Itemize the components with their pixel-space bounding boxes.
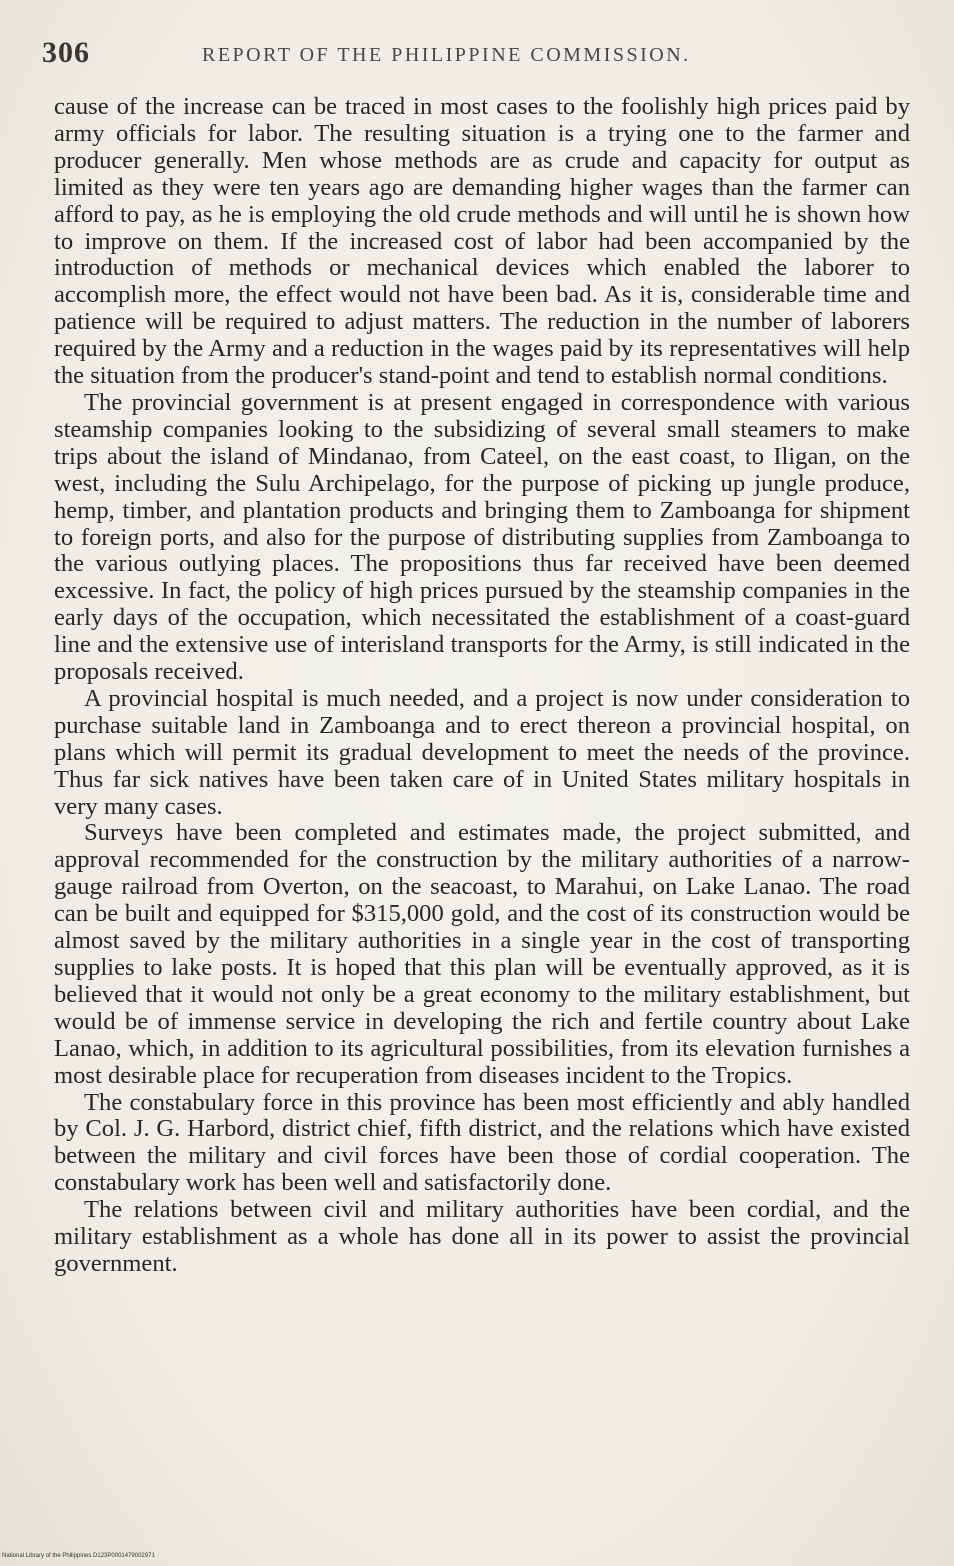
paragraph-civil-military-relations: The relations between civil and military authorities have been cordial, and the military establishment as a whole has done all in its power to assist the provincial government. xyxy=(54,1196,910,1277)
paragraph-provincial-hospital: A provincial hospital is much needed, and a project is now under consideration to purchase suitable land in Zamboanga and to erect thereon a provincial hospital, on plans which will permit its gradual development to meet the needs of the province. Thus far sick natives have been taken care of in United States military hospitals in very many cases. xyxy=(54,684,910,820)
running-head: REPORT OF THE PHILIPPINE COMMISSION. xyxy=(202,44,691,66)
paragraph-constabulary: The constabulary force in this province has been most efficiently and ably handled by Col. J. G. Harbord, district chief, fifth district, and the relations which have existed between the military and civil forces have been those of cordial cooperation. The constabulary work has been well and satisfactorily done. xyxy=(54,1088,910,1197)
paragraph-labor-costs: cause of the increase can be traced in most cases to the foolishly high prices paid by army officials for labor. The resulting situation is a trying one to the farmer and producer generally. Men whose methods are as crude and capacity for output as limited as they were ten years ago are demanding higher wages than the farmer can afford to pay, as he is employing the old crude methods and will until he is shown how to improve on them. If the increased cost of labor had been accompanied by the introduction of methods or mechanical devices which enabled the laborer to accomplish more, the effect would not have been bad. As it is, considerable time and patience will be required to adjust matters. The reduction in the number of laborers required by the Army and a reduction in the wages paid by its representatives will help the situation from the producer's stand-point and tend to establish normal conditions. xyxy=(54,93,910,390)
library-stamp: National Library of the Philippines D123P0001479002971 xyxy=(2,1553,155,1559)
body-text xyxy=(54,94,910,1278)
page-number: 306 xyxy=(42,36,90,69)
paragraph-railroad-survey: Surveys have been completed and estimates made, the project submitted, and approval recommended for the construction by the military authorities of a narrow-gauge railroad from Overton, on the seacoast, to Marahui, on Lake Lanao. The road can be built and equipped for $315,000 gold, and the cost of its construction would be almost saved by the military authorities in a single year in the cost of transporting supplies to lake posts. It is hoped that this plan will be eventually approved, as it is believed that it would not only be a great economy to the military establishment, but would be of immense service in developing the rich and fertile country about Lake Lanao, which, in addition to its agricultural possibilities, from its elevation furnishes a most desirable place for recuperation from diseases incident to the Tropics. xyxy=(54,819,910,1089)
page-header xyxy=(42,36,912,76)
paragraph-steamship-companies: The provincial government is at present engaged in correspondence with various steamship companies looking to the subsidizing of several small steamers to make trips about the island of Mindanao, from Cateel, on the east coast, to Iligan, on the west, including the Sulu Archipelago, for the purpose of picking up jungle produce, hemp, timber, and plantation products and bringing them to Zamboanga for shipment to foreign ports, and also for the purpose of distributing supplies from Zamboanga to the various outlying places. The propositions thus far received have been deemed excessive. In fact, the policy of high prices pursued by the steamship companies in the early days of the occupation, which necessitated the establishment of a coast-guard line and the extensive use of interisland transports for the Army, is still indicated in the proposals received. xyxy=(54,388,910,686)
